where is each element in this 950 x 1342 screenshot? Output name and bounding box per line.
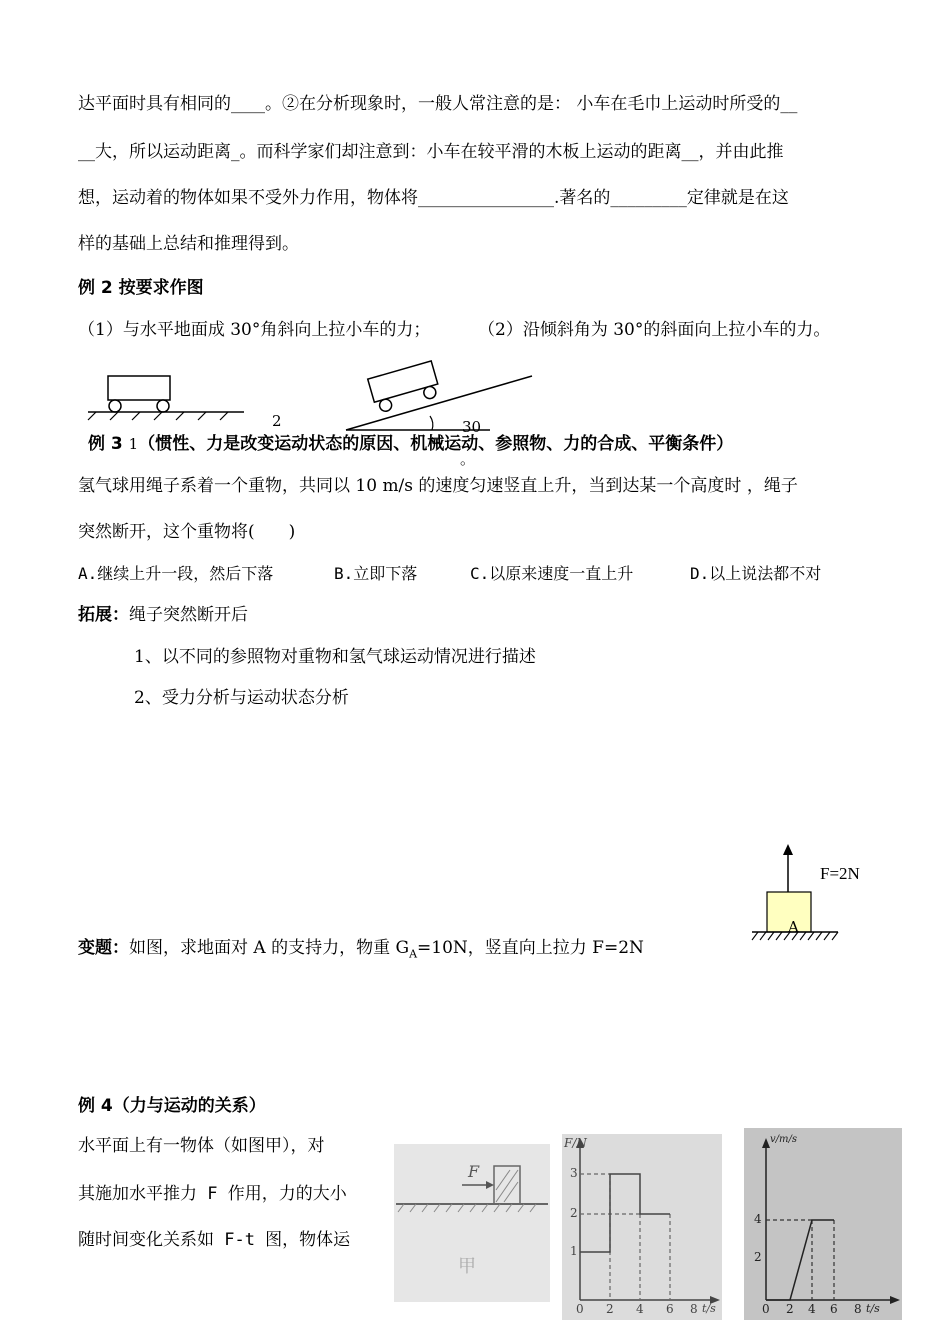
extension-label: 拓展： xyxy=(78,605,129,625)
variant-label: 变题： xyxy=(78,938,129,958)
ft-graph-photo xyxy=(562,1134,722,1320)
option-a: A.继续上升一段，然后下落 xyxy=(78,564,274,583)
example2-title: 例 2 按要求作图 xyxy=(78,278,204,298)
variant-text-b: =10N，竖直向上拉力 F=2N xyxy=(417,938,644,958)
stray-digit: 2 xyxy=(272,412,282,430)
vt-ytick-2: 2 xyxy=(754,1250,762,1264)
example4-line3: 随时间变化关系如 F-t 图，物体运 xyxy=(78,1230,351,1250)
example3-one: 1 xyxy=(128,435,139,453)
example2-item2: （2）沿倾斜角为 30°的斜面向上拉小车的力。 xyxy=(478,320,831,340)
vt-xlabel: t/s xyxy=(866,1302,880,1315)
vt-ylabel: v/m/s xyxy=(770,1134,798,1145)
extension-text: 绳子突然断开后 xyxy=(129,605,248,625)
extension-item1: 1、以不同的参照物对重物和氢气球运动情况进行描述 xyxy=(134,647,536,667)
ft-xtick-2: 2 xyxy=(606,1302,614,1316)
example2-item1: （1）与水平地面成 30°角斜向上拉小车的力； xyxy=(78,320,431,340)
variant-subscript: A xyxy=(409,947,418,961)
example3-title xyxy=(88,432,733,456)
ft-xtick-6: 6 xyxy=(666,1302,674,1316)
degree-mark: 。 xyxy=(460,450,476,468)
ft-xlabel: t/s xyxy=(702,1302,716,1315)
para1-line4: 样的基础上总结和推理得到。 xyxy=(78,234,299,254)
vt-xtick-8: 8 xyxy=(854,1302,862,1316)
block-label: A xyxy=(788,918,799,936)
para1-line1: 达平面时具有相同的____。②在分析现象时，一般人常注意的是： 小车在毛巾上运动时所受的__ xyxy=(78,94,798,114)
ft-ylabel: F/N xyxy=(564,1136,587,1150)
example3-prefix: 例 3 xyxy=(88,434,129,454)
ft-xtick-8: 8 xyxy=(690,1302,698,1316)
figure-jia-photo xyxy=(394,1144,550,1302)
example4-line2: 其施加水平推力 F 作用，力的大小 xyxy=(78,1184,347,1204)
ft-xtick-0: 0 xyxy=(576,1302,584,1316)
vt-xtick-0: 0 xyxy=(762,1302,770,1316)
figure-jia-caption: 甲 xyxy=(458,1256,476,1277)
variant-question xyxy=(78,936,644,966)
option-c: C.以原来速度一直上升 xyxy=(470,564,634,583)
cart-incline-figure xyxy=(340,356,540,436)
example4-title: 例 4（力与运动的关系） xyxy=(78,1096,266,1116)
vt-xtick-6: 6 xyxy=(830,1302,838,1316)
vt-xtick-2: 2 xyxy=(786,1302,794,1316)
ft-ytick-3: 3 xyxy=(570,1166,578,1180)
para1-line2: __大，所以运动距离_。而科学家们却注意到：小车在较平滑的木板上运动的距离__，并由此推 xyxy=(78,142,784,162)
variant-text-a: 如图，求地面对 A 的支持力，物重 G xyxy=(129,938,410,958)
example3-question-line1: 氢气球用绳子系着一个重物，共同以 10 m/s 的速度匀速竖直上升，当到达某一个高度时 ，绳子 xyxy=(78,476,798,496)
para1-line3: 想，运动着的物体如果不受外力作用，物体将________________.著名的_________定律就是在这 xyxy=(78,188,789,208)
ft-ytick-1: 1 xyxy=(570,1244,578,1258)
option-b: B.立即下落 xyxy=(334,564,418,583)
incline-angle-label: 30 xyxy=(462,418,482,436)
ft-xtick-4: 4 xyxy=(636,1302,644,1316)
extension xyxy=(78,603,248,627)
vt-graph-photo xyxy=(744,1128,902,1320)
option-d: D.以上说法都不对 xyxy=(690,564,822,583)
vt-ytick-4: 4 xyxy=(754,1212,762,1226)
example3-question-line2: 突然断开，这个重物将( ) xyxy=(78,522,296,542)
example3-topic: （惯性、力是改变运动状态的原因、机械运动、参照物、力的合成、平衡条件） xyxy=(138,434,734,454)
vt-xtick-4: 4 xyxy=(808,1302,816,1316)
figure-jia-force-label: F xyxy=(468,1162,480,1181)
force-label: F=2N xyxy=(820,864,860,883)
cart-flat-figure xyxy=(86,372,246,422)
extension-item2: 2、受力分析与运动状态分析 xyxy=(134,688,349,708)
ft-ytick-2: 2 xyxy=(570,1206,578,1220)
example4-line1: 水平面上有一物体（如图甲），对 xyxy=(78,1136,325,1156)
